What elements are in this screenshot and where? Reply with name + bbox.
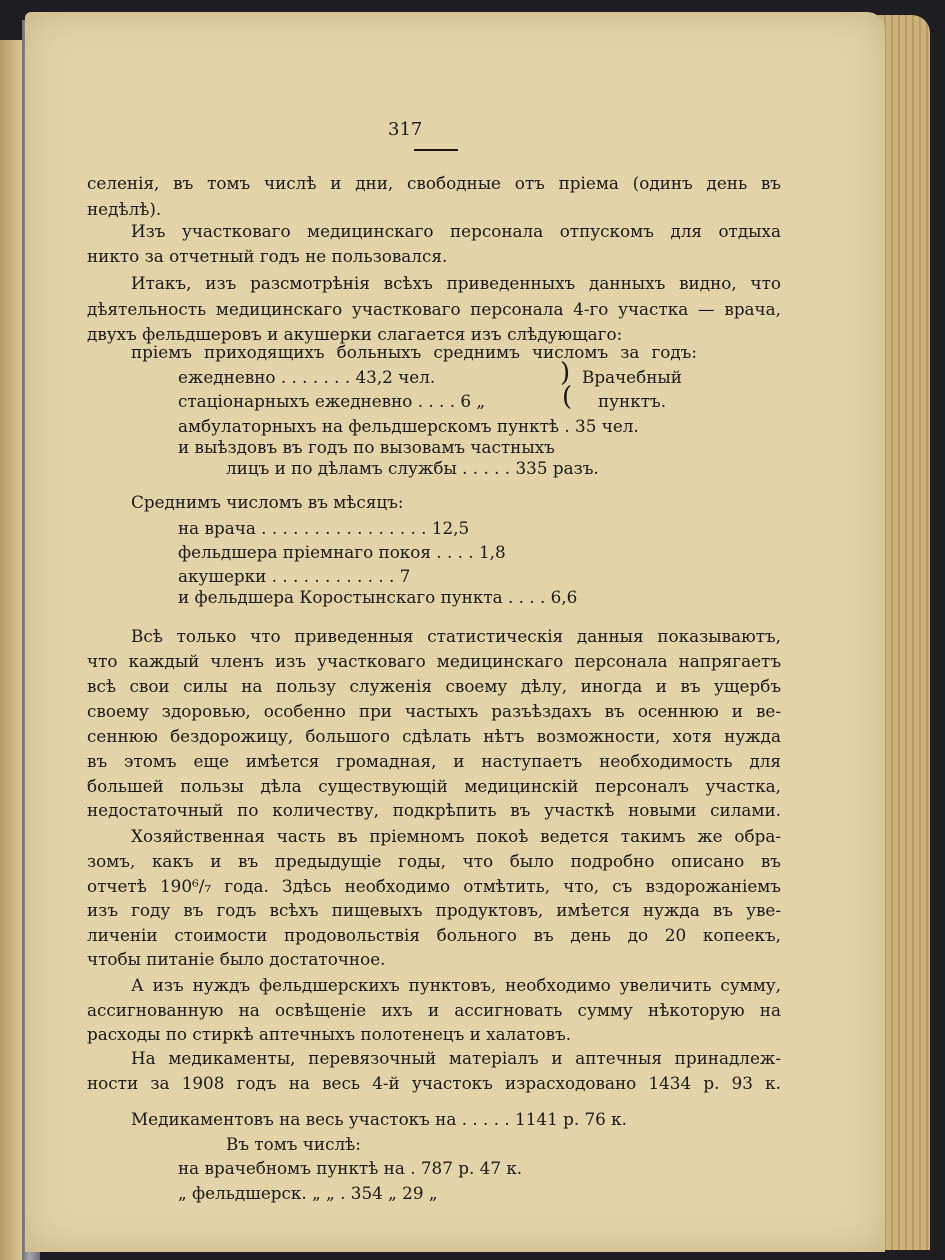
text-line: недѣлѣ). [87, 199, 162, 219]
text-line: большей пользы дѣла существующій медицинскій персоналъ участка, [87, 776, 781, 796]
text-line: расходы по стиркѣ аптечныхъ полотенецъ и халатовъ. [87, 1024, 572, 1044]
text-line: ности за 1908 годъ на весь 4-й участокъ израсходовано 1434 р. 93 к. [87, 1073, 781, 1093]
text-line: селенія, въ томъ числѣ и дни, свободные отъ пріема (одинъ день въ [87, 173, 781, 193]
text-line: Изъ участковаго медицинскаго персонала отпускомъ для отдыха [131, 221, 781, 241]
text-line: чтобы питаніе было достаточное. [87, 949, 386, 969]
text-line: А изъ нуждъ фельдшерскихъ пунктовъ, необходимо увеличить сумму, [131, 975, 781, 995]
text-line: своему здоровью, особенно при частыхъ разъѣздахъ въ осеннюю и ве- [87, 701, 781, 721]
text-line: отчетѣ 190⁶/₇ года. Здѣсь необходимо отмѣтить, что, съ вздорожаніемъ [87, 876, 781, 896]
stat-label: Врачебный [582, 367, 682, 387]
text-line: Всѣ только что приведенныя статистическія данныя показываютъ, [131, 626, 781, 646]
text-line: пріемъ приходящихъ больныхъ среднимъ числомъ за годъ: [131, 342, 697, 362]
stat-line: на врача . . . . . . . . . . . . . . . . 12,5 [178, 518, 470, 538]
text-line: всѣ свои силы на пользу служенія своему дѣлу, иногда и въ ущербъ [87, 676, 781, 696]
stat-line: фельдшера пріемнаго покоя . . . . 1,8 [178, 542, 506, 562]
text-line: недостаточный по количеству, подкрѣпить въ участкѣ новыми силами. [87, 800, 781, 820]
summary-line: Медикаментовъ на весь участокъ на . . . . . 1141 р. 76 к. [131, 1109, 627, 1129]
stat-line: акушерки . . . . . . . . . . . . 7 [178, 566, 411, 586]
text-line: Хозяйственная часть въ пріемномъ покоѣ ведется такимъ же обра- [131, 826, 781, 846]
stat-line: лицъ и по дѣламъ службы . . . . . 335 разъ. [226, 458, 599, 478]
left-page-edge [0, 40, 22, 1260]
stat-line: амбулаторныхъ на фельдшерскомъ пунктѣ . 35 чел. [178, 416, 639, 436]
text-line: дѣятельность медицинскаго участковаго персонала 4-го участка — врача, [87, 299, 781, 319]
page-number: 317 [388, 119, 423, 140]
text-line: что каждый членъ изъ участковаго медицинскаго персонала напрягаетъ [87, 651, 781, 671]
text-line: никто за отчетный годъ не пользовался. [87, 246, 448, 266]
text-line: въ этомъ еще имѣется громадная, и наступаетъ необходимость для [87, 751, 781, 771]
text-line: зомъ, какъ и въ предыдущіе годы, что было подробно описано въ [87, 851, 781, 871]
summary-line: Въ томъ числѣ: [226, 1134, 361, 1154]
text-line: Среднимъ числомъ въ мѣсяцъ: [131, 492, 404, 512]
stat-line: ежедневно . . . . . . . 43,2 чел. [178, 367, 436, 387]
text-line: сеннюю бездорожицу, большого сдѣлать нѣтъ возможности, хотя нужда [87, 726, 781, 746]
summary-line: на врачебномъ пунктѣ на . 787 р. 47 к. [178, 1158, 523, 1178]
summary-line: „ фельдшерск. „ „ . 354 „ 29 „ [178, 1183, 438, 1203]
text-line: изъ году въ годъ всѣхъ пищевыхъ продуктовъ, имѣется нужда въ уве- [87, 900, 781, 920]
stat-line: и выѣздовъ въ годъ по вызовамъ частныхъ [178, 437, 555, 457]
brace: ) [560, 358, 571, 388]
text-line: Итакъ, изъ разсмотрѣнія всѣхъ приведенныхъ данныхъ видно, что [131, 273, 781, 293]
text-line: личеніи стоимости продовольствія больного въ день до 20 копеекъ, [87, 925, 781, 945]
text-line: двухъ фельдшеровъ и акушерки слагается изъ слѣдующаго: [87, 324, 623, 344]
text-line: На медикаменты, перевязочный матеріалъ и аптечныя принадлеж- [131, 1048, 781, 1068]
text-line: ассигнованную на освѣщеніе ихъ и ассигновать сумму нѣкоторую на [87, 1000, 781, 1020]
stat-line: стаціонарныхъ ежедневно . . . . 6 „ [178, 391, 486, 411]
stat-label: пунктъ. [598, 391, 667, 411]
stat-line: и фельдшера Коростынскаго пункта . . . . 6,6 [178, 587, 578, 607]
page-number-underline [414, 149, 458, 151]
brace: ( [562, 382, 573, 412]
